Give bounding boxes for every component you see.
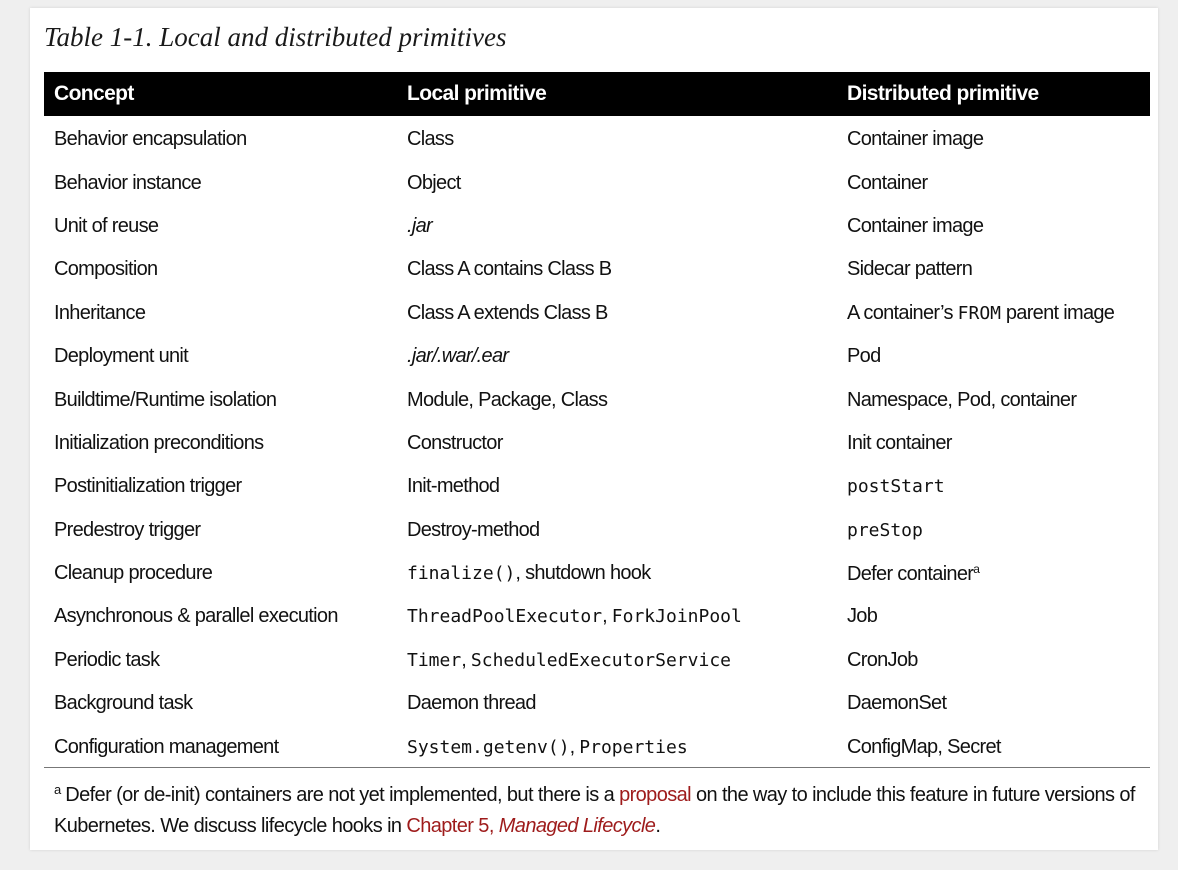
text-fragment: parent image [1001, 301, 1115, 324]
table-row [44, 378, 1150, 421]
table-row [44, 595, 1150, 638]
cell-distributed: Container image [847, 128, 984, 151]
table-row [44, 422, 1150, 465]
cell-distributed: preStop [847, 519, 923, 541]
code-fragment: FROM [957, 302, 1002, 324]
footnote-text: Defer (or de-init) containers are not yet implemented, but there is a [65, 784, 620, 806]
cell-local [397, 725, 837, 768]
text-fragment: Defer container [847, 562, 974, 585]
cell-local: Module, Package, Class [407, 388, 608, 411]
code-fragment: Properties [579, 736, 688, 758]
chapter-link-title: Managed Lifecycle [498, 815, 656, 837]
header-local-primitive: Local primitive [397, 72, 837, 116]
cell-distributed: Container image [847, 214, 984, 237]
chapter-link-prefix: Chapter 5, [406, 815, 499, 837]
cell-distributed: DaemonSet [847, 692, 947, 715]
chapter-5-link[interactable] [406, 815, 655, 837]
cell-concept: Buildtime/Runtime isolation [54, 388, 277, 411]
cell-distributed: postStart [847, 476, 945, 498]
cell-local: Constructor [407, 431, 503, 454]
footnote-divider [44, 767, 1150, 768]
cell-concept: Deployment unit [54, 345, 189, 368]
table-row [44, 552, 1150, 595]
cell-distributed: Job [847, 605, 878, 628]
cell-local: .jar [407, 214, 432, 237]
header-distributed-primitive: Distributed primitive [837, 72, 1150, 116]
cell-local [397, 552, 837, 595]
cell-concept: Configuration management [54, 735, 279, 758]
footnote-text: on the way to include this feature in future versions of Kubernetes. We discuss lifecycle hooks in [54, 784, 1135, 837]
header-concept: Concept [44, 72, 397, 116]
cell-concept: Predestroy trigger [54, 518, 201, 541]
cell-local: .jar/.war/.ear [407, 345, 509, 368]
cell-concept: Cleanup procedure [54, 562, 213, 585]
cell-local: Destroy-method [407, 518, 540, 541]
cell-distributed: Sidecar pattern [847, 258, 973, 281]
primitives-table [44, 72, 1150, 769]
code-fragment: System.getenv() [407, 736, 570, 758]
cell-local: Object [407, 171, 461, 194]
cell-distributed [837, 552, 1150, 595]
cell-local: Daemon thread [407, 692, 536, 715]
code-fragment: ScheduledExecutorService [470, 649, 731, 671]
table-row [44, 116, 1150, 161]
cell-concept: Initialization preconditions [54, 431, 264, 454]
cell-concept: Periodic task [54, 648, 160, 671]
cell-local: Class A extends Class B [407, 301, 608, 324]
cell-concept: Unit of reuse [54, 214, 159, 237]
footnote-marker[interactable]: a [54, 782, 62, 797]
text-fragment: A container’s [847, 301, 958, 324]
footnote [54, 774, 1144, 842]
table-row [44, 292, 1150, 335]
cell-concept: Postinitialization trigger [54, 475, 242, 498]
table-row [44, 248, 1150, 291]
table-row [44, 725, 1150, 768]
code-fragment: finalize() [407, 563, 516, 585]
cell-local: Class [407, 128, 454, 151]
cell-distributed: CronJob [847, 648, 918, 671]
cell-distributed: Pod [847, 345, 881, 368]
cell-distributed: Init container [847, 431, 952, 454]
cell-concept: Background task [54, 692, 193, 715]
table-row [44, 161, 1150, 204]
table-row [44, 682, 1150, 725]
table-row [44, 639, 1150, 682]
cell-distributed: Container [847, 171, 928, 194]
text-fragment: , [461, 648, 471, 671]
cell-distributed [837, 292, 1150, 335]
cell-local [397, 639, 837, 682]
cell-concept: Behavior instance [54, 171, 202, 194]
cell-distributed: Namespace, Pod, container [847, 388, 1077, 411]
text-fragment: , shutdown hook [515, 562, 651, 585]
cell-concept: Inheritance [54, 301, 146, 324]
page [30, 8, 1158, 850]
table-caption: Table 1-1. Local and distributed primitives [44, 22, 507, 52]
footnote-ref-link[interactable]: a [973, 561, 980, 576]
footnote-text: . [655, 815, 661, 837]
table-row [44, 205, 1150, 248]
table-header-row [44, 72, 1150, 116]
cell-local [397, 595, 837, 638]
proposal-link[interactable]: proposal [619, 784, 691, 806]
code-fragment: ForkJoinPool [611, 606, 742, 628]
code-fragment: Timer [407, 649, 462, 671]
cell-local: Class A contains Class B [407, 258, 612, 281]
text-fragment: , [602, 605, 612, 628]
table-row [44, 509, 1150, 552]
cell-concept: Behavior encapsulation [54, 128, 247, 151]
table-row [44, 465, 1150, 508]
table-row [44, 335, 1150, 378]
text-fragment: , [569, 735, 580, 758]
cell-distributed: ConfigMap, Secret [847, 735, 1001, 758]
cell-local: Init-method [407, 475, 500, 498]
cell-concept: Asynchronous & parallel execution [54, 605, 338, 628]
code-fragment: ThreadPoolExecutor [407, 606, 603, 628]
cell-concept: Composition [54, 258, 158, 281]
